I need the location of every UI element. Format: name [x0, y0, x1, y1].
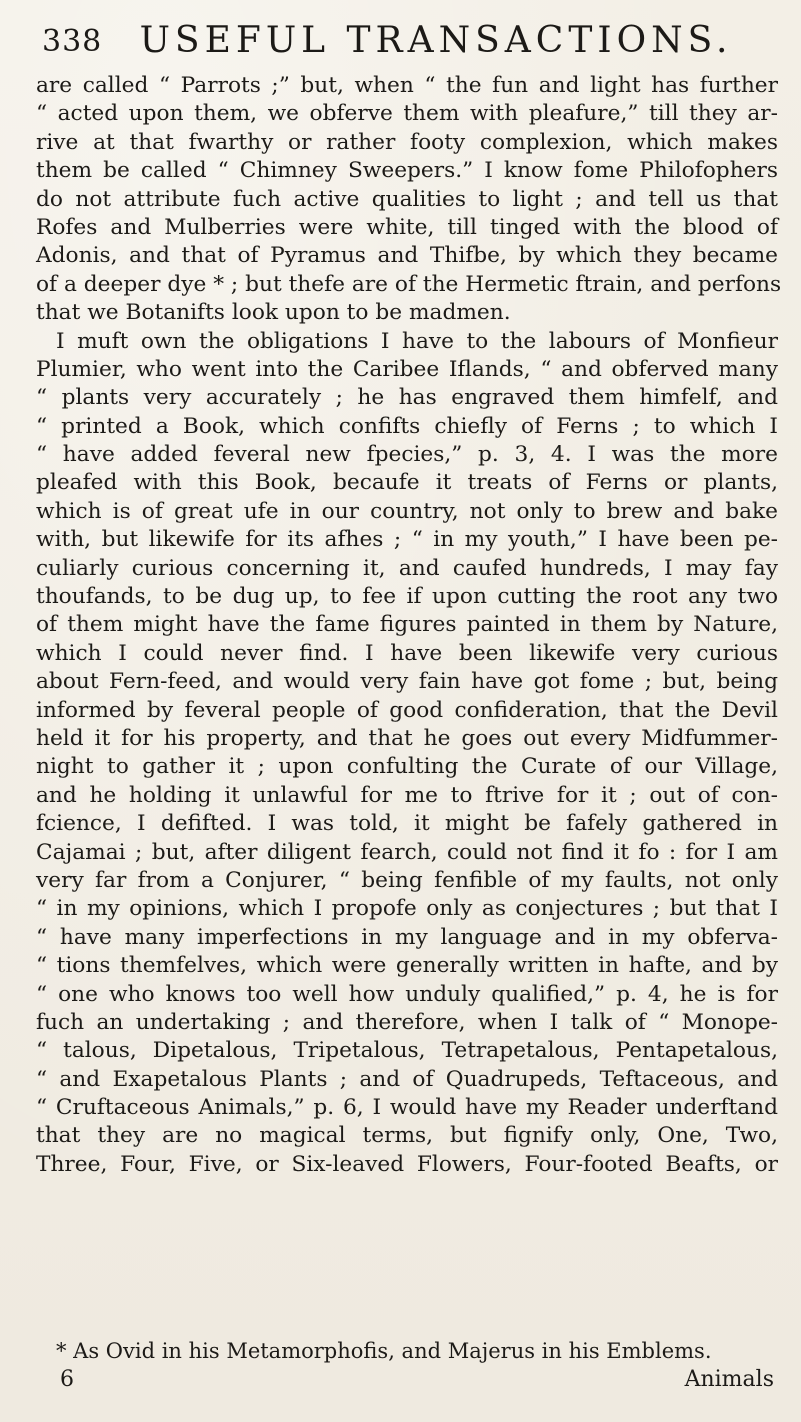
text-line: Plumier, who went into the Caribee Iflands, “ and obferved many	[36, 356, 778, 382]
text-line: Adonis, and that of Pyramus and Thifbe, by which they became	[36, 243, 778, 269]
text-line: very far from a Conjurer, “ being fenfible of my faults, not only	[36, 867, 778, 893]
page-number: 338	[42, 24, 103, 59]
text-line: “ one who knows too well how unduly qualified,” p. 4, he is for	[36, 981, 778, 1007]
page-header	[36, 18, 776, 62]
text-line: “ printed a Book, which confifts chiefly of Ferns ; to which I	[36, 413, 778, 439]
text-line: which is of great ufe in our country, not only to brew and bake	[36, 498, 778, 524]
text-line: thoufands, to be dug up, to fee if upon cutting the root any two	[36, 584, 778, 610]
body-text	[36, 72, 782, 1179]
text-line: I muft own the obligations I have to the labours of Monfieur	[56, 328, 778, 354]
text-line: culiarly curious concerning it, and caufed hundreds, I may fay	[36, 555, 778, 581]
text-line: that they are no magical terms, but fignify only, One, Two,	[36, 1123, 778, 1149]
text-line: of a deeper dye * ; but thefe are of the Hermetic ftrain, and perfons	[36, 271, 782, 297]
text-line: night to gather it ; upon confulting the Curate of our Village,	[36, 754, 778, 780]
footnote-text: * As Ovid in his Metamorphofis, and Majerus in his Emblems.	[56, 1339, 712, 1363]
text-line: “ talous, Dipetalous, Tripetalous, Tetrapetalous, Pentapetalous,	[36, 1038, 778, 1064]
text-line: Rofes and Mulberries were white, till tinged with the blood of	[36, 214, 778, 240]
text-line: about Fern-feed, and would very fain have got fome ; but, being	[36, 669, 778, 695]
catchword: Animals	[684, 1367, 774, 1392]
text-line: Cajamai ; but, after diligent fearch, could not find it fo : for I am	[36, 839, 778, 865]
text-line: do not attribute fuch active qualities to light ; and tell us that	[36, 186, 778, 212]
text-line: “ have many imperfections in my language and in my obferva-	[36, 924, 778, 950]
text-line: which I could never find. I have been likewife very curious	[36, 640, 778, 666]
text-line: “ tions themfelves, which were generally written in hafte, and by	[36, 953, 778, 979]
text-line: with, but likewife for its afhes ; “ in my youth,” I have been pe-	[36, 527, 778, 553]
running-head: USEFUL TRANSACTIONS.	[139, 20, 733, 61]
signature-mark: 6	[60, 1367, 74, 1392]
text-line: that we Botanifts look upon to be madmen.	[36, 300, 511, 326]
text-line: “ in my opinions, which I propofe only as conjectures ; but that I	[36, 896, 778, 922]
text-line: of them might have the fame figures painted in them by Nature,	[36, 612, 778, 638]
footnote	[36, 1337, 778, 1365]
text-line: “ have added feveral new fpecies,” p. 3, 4. I was the more	[36, 442, 778, 468]
text-line: fuch an undertaking ; and therefore, when I talk of “ Monope-	[36, 1009, 778, 1035]
text-line: fcience, I defifted. I was told, it might be fafely gathered in	[36, 811, 778, 837]
text-line: informed by feveral people of good confideration, that the Devil	[36, 697, 778, 723]
text-line: “ Cruftaceous Animals,” p. 6, I would have my Reader underftand	[36, 1095, 778, 1121]
text-line: Three, Four, Five, or Six-leaved Flowers, Four-footed Beafts, or	[36, 1151, 778, 1177]
text-line: them be called “ Chimney Sweepers.” I know fome Philofophers	[36, 158, 778, 184]
text-line: “ plants very accurately ; he has engraved them himfelf, and	[36, 385, 778, 411]
text-line: pleafed with this Book, becaufe it treats of Ferns or plants,	[36, 470, 778, 496]
text-line: held it for his property, and that he goes out every Midfummer-	[36, 725, 778, 751]
text-line: and he holding it unlawful for me to ftrive for it ; out of con-	[36, 782, 778, 808]
text-line: “ and Exapetalous Plants ; and of Quadrupeds, Teftaceous, and	[36, 1066, 778, 1092]
page-footer	[36, 1367, 778, 1397]
text-line: “ acted upon them, we obferve them with pleafure,” till they ar-	[36, 101, 778, 127]
text-line: are called “ Parrots ;” but, when “ the fun and light has further	[36, 73, 778, 98]
text-line: rive at that fwarthy or rather footy complexion, which makes	[36, 129, 778, 155]
